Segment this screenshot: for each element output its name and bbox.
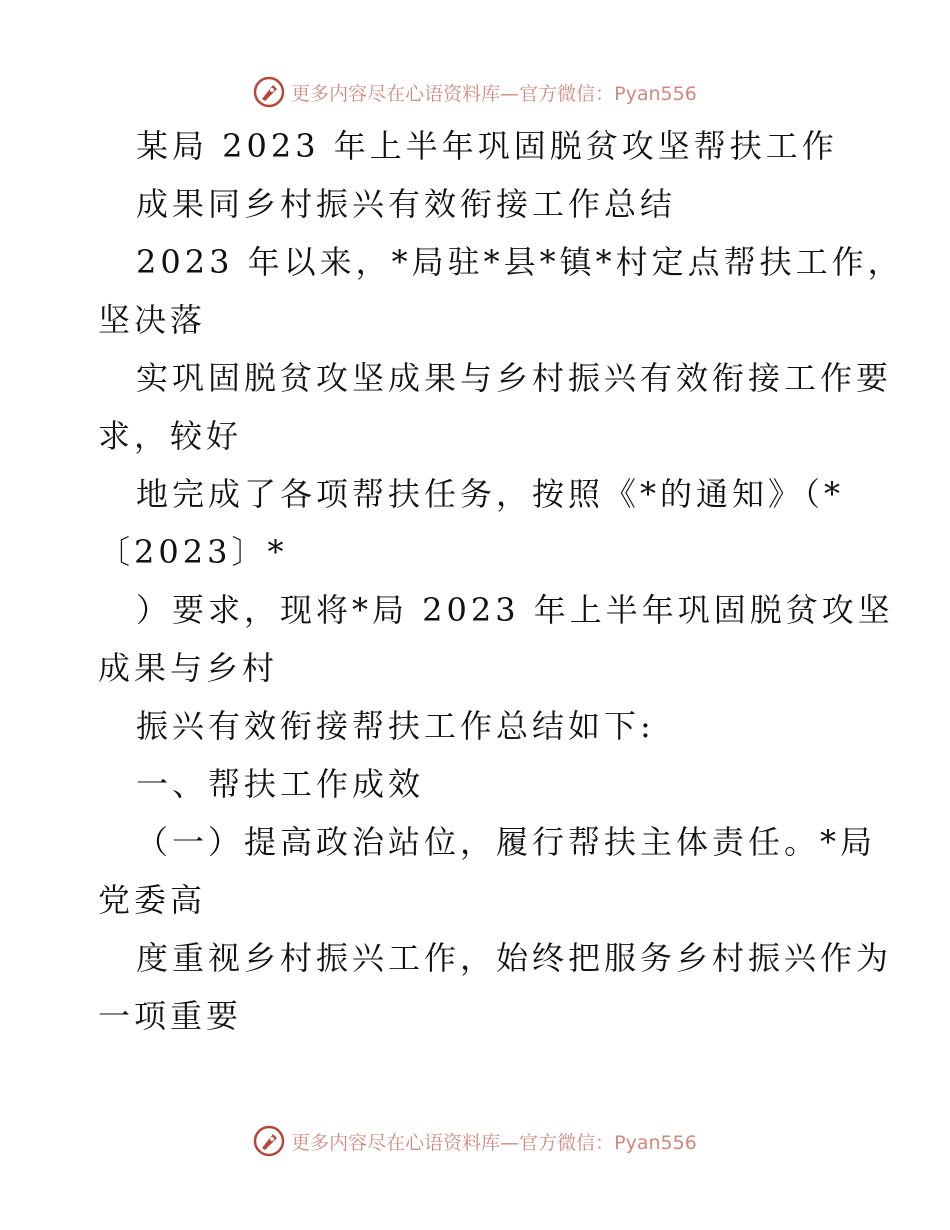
paragraph-line: 〔2023〕* bbox=[98, 533, 288, 571]
paragraph-line: 坚决落 bbox=[98, 301, 207, 339]
paragraph-line: 振兴有效衔接帮扶工作总结如下: bbox=[136, 707, 655, 745]
paragraph-line: 实巩固脱贫攻坚成果与乡村振兴有效衔接工作要 bbox=[136, 359, 893, 397]
paragraph-line: 求，较好 bbox=[98, 417, 243, 455]
watermark-banner-bottom bbox=[0, 1121, 950, 1161]
paragraph-line: ）要求，现将*局 2023 年上半年巩固脱贫攻坚 bbox=[136, 591, 894, 629]
paragraph-line: 度重视乡村振兴工作，始终把服务乡村振兴作为 bbox=[136, 939, 893, 977]
paragraph-line: 党委高 bbox=[98, 881, 207, 919]
document-title-line-2: 成果同乡村振兴有效衔接工作总结 bbox=[136, 185, 677, 223]
paragraph-line: 成果与乡村 bbox=[98, 649, 279, 687]
watermark-text: 更多内容尽在心语资料库—官方微信：Pyan556 bbox=[291, 1131, 697, 1154]
paragraph-line: 地完成了各项帮扶任务，按照《*的通知》（* bbox=[136, 475, 845, 513]
paragraph-line: 2023 年以来，*局驻*县*镇*村定点帮扶工作， bbox=[136, 243, 904, 281]
section-heading: 一、帮扶工作成效 bbox=[136, 765, 425, 803]
pen-nib-circle-icon bbox=[253, 1125, 285, 1157]
subsection-line: （一）提高政治站位，履行帮扶主体责任。*局 bbox=[136, 823, 877, 861]
document-title-line-1: 某局 2023 年上半年巩固脱贫攻坚帮扶工作 bbox=[136, 127, 838, 165]
watermark-group bbox=[253, 1125, 697, 1157]
paragraph-line: 一项重要 bbox=[98, 997, 243, 1035]
watermark-text: 更多内容尽在心语资料库—官方微信：Pyan556 bbox=[291, 82, 697, 105]
